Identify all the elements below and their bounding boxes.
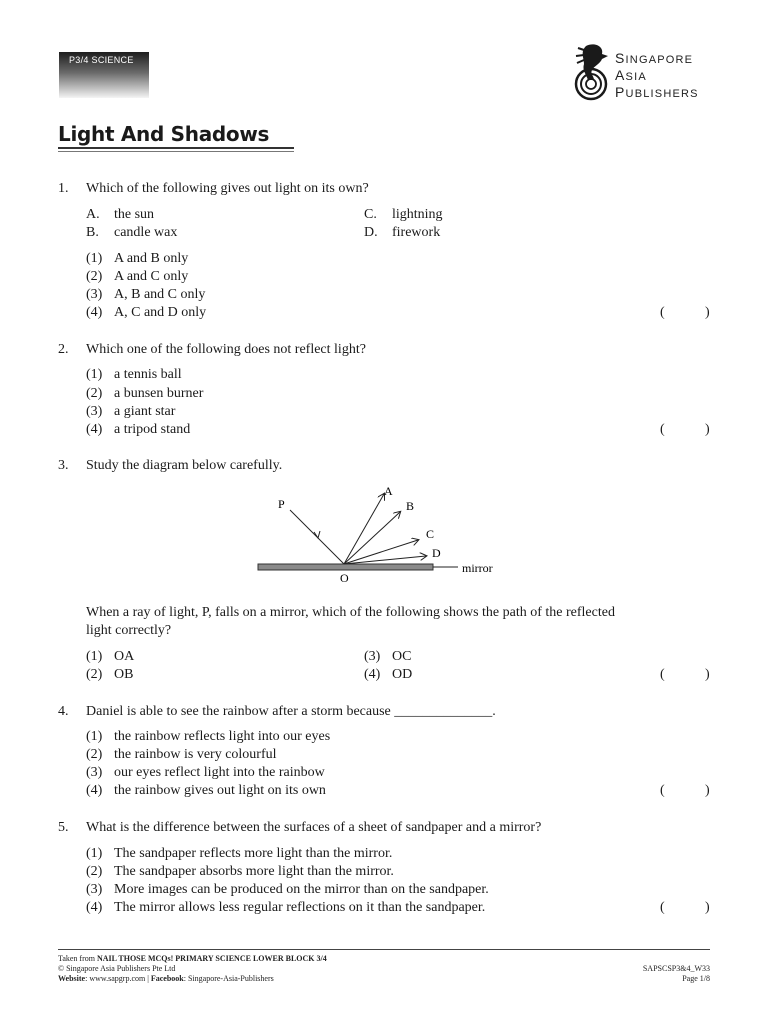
option-text: a giant star: [114, 404, 176, 419]
footer-links: [58, 974, 274, 984]
footer-separator: |: [145, 974, 151, 983]
option-text: our eyes reflect light into the rainbow: [114, 765, 325, 780]
seahorse-logo-icon: [572, 40, 612, 104]
option-number: (4): [86, 422, 103, 437]
label-p: P: [278, 497, 285, 511]
publisher-name-line: SINGAPORE: [615, 50, 694, 66]
subject-tag: [59, 52, 149, 98]
option-number: (1): [86, 649, 103, 664]
option-text: The sandpaper absorbs more light than the mirror.: [114, 864, 394, 879]
item-letter: A.: [86, 207, 100, 222]
footer-taken-from: Taken from: [58, 954, 95, 963]
item-text: lightning: [392, 207, 443, 222]
option-number: (3): [364, 649, 381, 664]
question-number: 4.: [58, 704, 69, 719]
question-text: Which one of the following does not reflect light?: [86, 342, 366, 357]
question-text: light correctly?: [86, 623, 172, 638]
publisher-name-line: ASIA: [615, 67, 647, 83]
item-letter: D.: [364, 225, 378, 240]
option-number: (2): [86, 747, 103, 762]
answer-bracket-close: ): [705, 305, 710, 320]
option-number: (1): [86, 846, 103, 861]
answer-bracket-close: ): [705, 667, 710, 682]
question-number: 3.: [58, 458, 69, 473]
question-number: 2.: [58, 342, 69, 357]
option-number: (3): [86, 404, 103, 419]
item-letter: C.: [364, 207, 377, 222]
footer-page-number: Page 1/8: [682, 974, 710, 983]
publisher-name: [615, 51, 699, 102]
item-text: candle wax: [114, 225, 178, 240]
subject-tag-label: P3/4 SCIENCE: [69, 55, 134, 65]
item-letter: B.: [86, 225, 99, 240]
answer-bracket-open[interactable]: (: [660, 422, 665, 437]
option-number: (2): [86, 269, 103, 284]
reflection-diagram: [250, 482, 520, 586]
answer-bracket-open[interactable]: (: [660, 900, 665, 915]
footer-website[interactable]: : www.sapgrp.com: [85, 974, 146, 983]
option-text: OC: [392, 649, 412, 664]
mirror-surface: [258, 564, 433, 570]
answer-bracket-open[interactable]: (: [660, 667, 665, 682]
option-text: the rainbow gives out light on its own: [114, 783, 326, 798]
question-text: Daniel is able to see the rainbow after a storm because ______________.: [86, 704, 496, 719]
label-mirror: mirror: [462, 561, 493, 575]
label-c: C: [426, 527, 435, 541]
option-text: The mirror allows less regular reflections on it than the sandpaper.: [114, 900, 486, 915]
option-number: (4): [86, 900, 103, 915]
ray-a: [344, 494, 384, 564]
option-text: A and C only: [114, 269, 189, 284]
page-title: Light And Shadows: [58, 122, 270, 146]
option-number: (1): [86, 367, 103, 382]
option-text: A, C and D only: [114, 305, 207, 320]
option-number: (2): [86, 864, 103, 879]
title-underline-thin: [58, 151, 294, 152]
item-text: firework: [392, 225, 441, 240]
answer-bracket-open[interactable]: (: [660, 305, 665, 320]
option-text: a tennis ball: [114, 367, 182, 382]
footer-copyright: © Singapore Asia Publishers Pte Ltd: [58, 964, 176, 973]
option-number: (1): [86, 729, 103, 744]
option-number: (3): [86, 287, 103, 302]
footer-facebook-label: Facebook: [150, 974, 184, 983]
title-underline: [58, 147, 294, 149]
option-number: (2): [86, 386, 103, 401]
label-d: D: [432, 546, 441, 560]
option-number: (2): [86, 667, 103, 682]
footer-book-title: NAIL THOSE MCQs! PRIMARY SCIENCE LOWER BLOCK 3/4: [96, 954, 327, 963]
label-b: B: [406, 499, 415, 513]
footer-code: SAPSCSP3&4_W33: [642, 964, 710, 973]
publisher-name-line: PUBLISHERS: [615, 84, 699, 100]
option-text: OD: [392, 667, 413, 682]
footer-facebook[interactable]: : Singapore-Asia-Publishers: [183, 974, 274, 983]
answer-bracket-close: ): [705, 783, 710, 798]
option-text: the rainbow reflects light into our eyes: [114, 729, 331, 744]
option-text: OB: [114, 667, 134, 682]
ray-b: [344, 512, 400, 564]
option-number: (3): [86, 765, 103, 780]
option-text: OA: [114, 649, 135, 664]
question-number: 5.: [58, 820, 69, 835]
option-number: (4): [364, 667, 381, 682]
question-number: 1.: [58, 181, 69, 196]
footer-rule: [58, 949, 710, 950]
option-text: The sandpaper reflects more light than the mirror.: [114, 846, 393, 861]
answer-bracket-close: ): [705, 900, 710, 915]
option-text: A and B only: [114, 251, 189, 266]
answer-bracket-open[interactable]: (: [660, 783, 665, 798]
option-text: More images can be produced on the mirror than on the sandpaper.: [114, 882, 489, 897]
option-number: (3): [86, 882, 103, 897]
label-a: A: [384, 484, 393, 498]
option-text: A, B and C only: [114, 287, 206, 302]
option-number: (1): [86, 251, 103, 266]
answer-bracket-close: ): [705, 422, 710, 437]
publisher-logo: [572, 40, 722, 104]
question-text: Which of the following gives out light on its own?: [86, 181, 369, 196]
footer-website-label: Website: [58, 974, 86, 983]
option-text: a tripod stand: [114, 422, 191, 437]
option-number: (4): [86, 305, 103, 320]
option-text: the rainbow is very colourful: [114, 747, 277, 762]
question-text: When a ray of light, P, falls on a mirror, which of the following shows the path of the reflected: [86, 605, 615, 620]
item-text: the sun: [114, 207, 155, 222]
option-text: a bunsen burner: [114, 386, 204, 401]
question-text: Study the diagram below carefully.: [86, 458, 283, 473]
label-o: O: [340, 571, 349, 585]
question-text: What is the difference between the surfaces of a sheet of sandpaper and a mirror?: [86, 820, 542, 835]
option-number: (4): [86, 783, 103, 798]
footer-source: [58, 954, 327, 964]
